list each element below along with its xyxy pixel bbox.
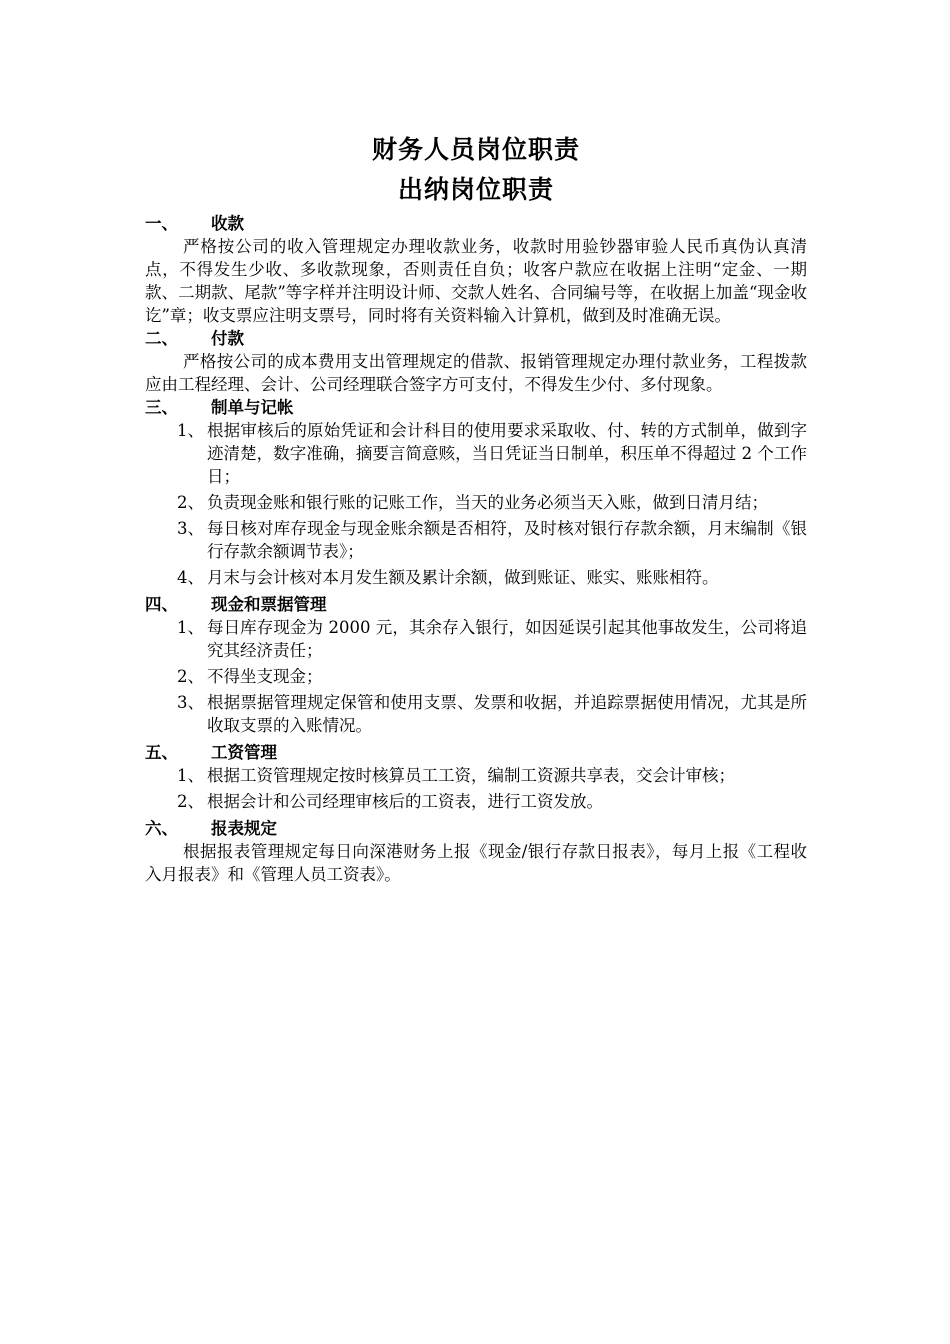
section-paragraph: 严格按公司的成本费用支出管理规定的借款、报销管理规定办理付款业务，工程拨款应由工程经理、会计、公司经理联合签字方可支付，不得发生少付、多付现象。 [145, 352, 807, 394]
item-text: 根据工资管理规定按时核算员工工资，编制工资源共享表，交会计审核； [207, 766, 735, 785]
item-text: 月末与会计核对本月发生额及累计余额，做到账证、账实、账账相符。 [207, 568, 719, 587]
section-paragraph: 根据报表管理规定每日向深港财务上报《现金/银行存款日报表》，每月上报《工程收入月报表》和《管理人员工资表》。 [145, 842, 807, 884]
item-marker: 1、 [177, 618, 204, 637]
list-item [145, 517, 807, 563]
section-number: 四、 [145, 595, 178, 614]
section-title: 现金和票据管理 [211, 595, 327, 614]
item-text: 根据会计和公司经理审核后的工资表，进行工资发放。 [207, 792, 603, 811]
section-number: 二、 [145, 329, 178, 348]
section-payment [145, 327, 807, 396]
list-item [145, 665, 807, 688]
item-marker: 2、 [177, 792, 204, 811]
section-title: 报表规定 [211, 819, 277, 838]
item-marker: 3、 [177, 519, 204, 538]
section-cash-and-notes [145, 593, 807, 737]
list-item [145, 566, 807, 589]
section-number: 三、 [145, 398, 178, 417]
list-item [145, 419, 807, 488]
item-marker: 4、 [177, 568, 204, 587]
item-text: 负责现金账和银行账的记账工作，当天的业务必须当天入账，做到日清月结； [207, 493, 768, 512]
document-subtitle: 出纳岗位职责 [397, 175, 554, 204]
item-text: 每日库存现金为 2000 元，其余存入银行，如因延误引起其他事故发生，公司将追究其经济责任； [207, 618, 807, 660]
section-heading [145, 593, 807, 616]
item-list [145, 616, 807, 737]
list-item [145, 691, 807, 737]
section-payroll [145, 741, 807, 813]
item-list [145, 419, 807, 589]
item-text: 根据票据管理规定保管和使用支票、发票和收据，并追踪票据使用情况，尤其是所收取支票的入账情况。 [207, 693, 807, 735]
list-item [145, 491, 807, 514]
section-number: 一、 [145, 214, 178, 233]
section-heading [145, 396, 807, 419]
section-reports [145, 817, 807, 886]
document-page [145, 130, 807, 886]
section-heading [145, 212, 807, 235]
section-number: 五、 [145, 743, 178, 762]
item-text: 每日核对库存现金与现金账余额是否相符，及时核对银行存款余额，月末编制《银行存款余额调节表》； [207, 519, 807, 561]
list-item [145, 764, 807, 787]
section-title: 制单与记帐 [211, 398, 294, 417]
section-collection [145, 212, 807, 327]
item-marker: 3、 [177, 693, 204, 712]
item-marker: 2、 [177, 667, 204, 686]
section-heading [145, 327, 807, 350]
section-bookkeeping [145, 396, 807, 589]
item-marker: 1、 [177, 421, 204, 440]
section-heading [145, 817, 807, 840]
list-item [145, 616, 807, 662]
item-marker: 2、 [177, 493, 204, 512]
section-title: 收款 [211, 214, 244, 233]
list-item [145, 790, 807, 813]
section-title: 付款 [211, 329, 244, 348]
item-text: 根据审核后的原始凭证和会计科目的使用要求采取收、付、转的方式制单，做到字迹清楚，数字准确，摘要言简意赅，当日凭证当日制单，积压单不得超过 2 个工作日； [207, 421, 807, 486]
section-title: 工资管理 [211, 743, 277, 762]
item-list [145, 764, 807, 813]
document-title: 财务人员岗位职责 [371, 135, 580, 164]
section-paragraph: 严格按公司的收入管理规定办理收款业务，收款时用验钞器审验人民币真伪认真清点，不得发生少收、多收款现象，否则责任自负；收客户款应在收据上注明“定金、一期款、二期款、尾款”等字样并注明设计师、交款人姓名、合同编号等，在收据上加盖“现金收讫”章；收支票应注明支票号，同时将有关资料输入计算机，做到及时准确无误。 [145, 237, 807, 325]
section-number: 六、 [145, 819, 178, 838]
section-heading [145, 741, 807, 764]
item-marker: 1、 [177, 766, 204, 785]
item-text: 不得坐支现金； [207, 667, 323, 686]
